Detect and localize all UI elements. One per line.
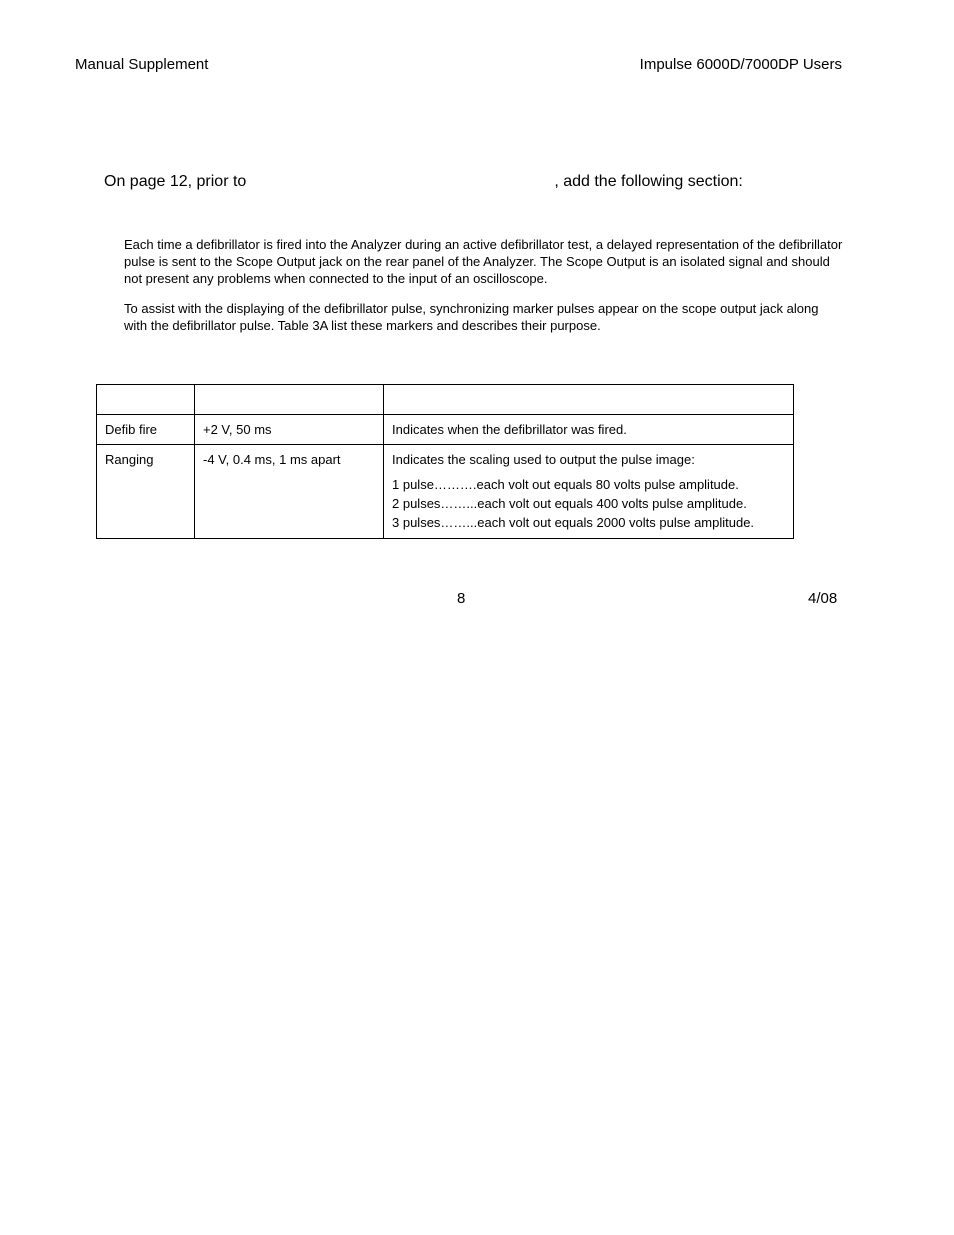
footer-date: 4/08 — [808, 590, 838, 607]
ranging-detail-line: 2 pulses……...each volt out equals 400 volts pulse amplitude. — [392, 496, 747, 511]
table-header-row — [97, 385, 794, 415]
body-paragraph-2: To assist with the displaying of the defibrillator pulse, synchronizing marker pulses appear on the scope output jack along with the defibrillator pulse. Table 3A list these markers and describes their purpose. — [124, 301, 819, 333]
intro-after: , add the following section: — [554, 173, 743, 190]
description-cell — [384, 445, 794, 539]
header-left: Manual Supplement — [75, 56, 209, 73]
ranging-detail-line: 1 pulse……….each volt out equals 80 volts pulse amplitude. — [392, 477, 739, 492]
signal-cell: -4 V, 0.4 ms, 1 ms apart — [195, 445, 384, 539]
description-cell: Indicates when the defibrillator was fired. — [384, 415, 794, 445]
intro-sentence — [104, 173, 743, 191]
table-row — [97, 415, 794, 445]
marker-table — [96, 384, 794, 539]
header-right: Impulse 6000D/7000DP Users — [639, 56, 842, 73]
description-text: Indicates the scaling used to output the pulse image: — [392, 452, 695, 467]
table-header-cell — [195, 385, 384, 415]
table-row — [97, 445, 794, 539]
body-paragraph-1: Each time a defibrillator is fired into the Analyzer during an active defibrillator test, a delayed representation of the defibrillator pulse is sent to the Scope Output jack on the rear panel of the Analyzer. The Scope Output is an isolated signal and should not present any problems when connected to the input of an oscilloscope. — [124, 237, 843, 286]
marker-cell: Ranging — [97, 445, 195, 539]
table-header-cell — [384, 385, 794, 415]
ranging-detail-line: 3 pulses……...each volt out equals 2000 volts pulse amplitude. — [392, 515, 755, 530]
marker-cell: Defib fire — [97, 415, 195, 445]
intro-before: On page 12, prior to — [104, 173, 247, 190]
table-header-cell — [97, 385, 195, 415]
signal-cell: +2 V, 50 ms — [195, 415, 384, 445]
page-number: 8 — [457, 590, 466, 607]
